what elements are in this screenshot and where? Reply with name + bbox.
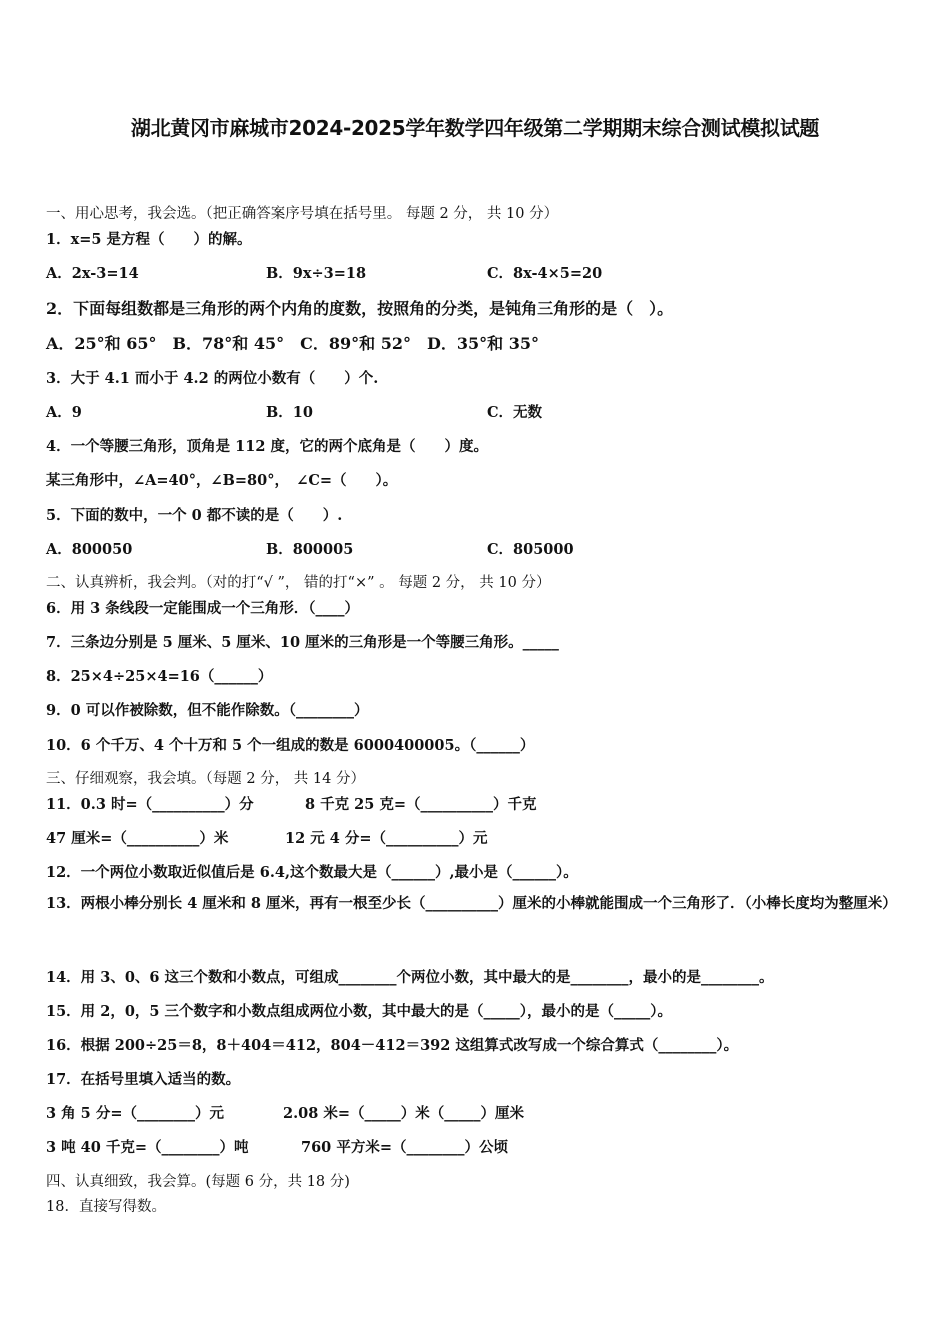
question-18: 18．直接写得数。 [46,1199,166,1215]
question-3: 3．大于 4.1 而小于 4.2 的两位小数有（ ）个. [46,370,379,387]
question-17-a: 3 角 5 分=（________）元 [46,1105,224,1122]
question-5-option-b: B．800005 [266,541,354,558]
section-4-heading: 四、认真细致，我会算。(每题 6 分，共 18 分) [46,1174,350,1190]
question-5-option-a: A．800050 [46,541,133,558]
question-15: 15．用 2，0，5 三个数字和小数点组成两位小数，其中最大的是（_____），最小的是（_____）。 [46,1003,673,1020]
question-7: 7．三条边分别是 5 厘米、5 厘米、10 厘米的三角形是一个等腰三角形。_____ [46,634,559,651]
question-4-sub: 某三角形中，∠A=40°，∠B=80°， ∠C=（ ）。 [46,472,398,489]
question-13: 13．两根小棒分别长 4 厘米和 8 厘米，再有一根至少长（__________）厘米的小棒就能围成一个三角形了．（小棒长度均为整厘米） [46,895,897,912]
question-11-d: 12 元 4 分=（__________）元 [285,830,488,847]
question-12: 12．一个两位小数取近似值后是 6.4,这个数最大是（______）,最小是（______）。 [46,864,578,881]
question-11-b: 8 千克 25 克=（__________）千克 [305,796,537,813]
question-17-c: 3 吨 40 千克=（________）吨 [46,1139,249,1156]
question-14: 14．用 3、0、6 这三个数和小数点，可组成________个两位小数，其中最大的是________，最小的是________。 [46,969,774,986]
question-1-option-a: A．2x-3=14 [46,265,139,282]
question-3-option-c: C．无数 [487,404,543,421]
section-1-heading: 一、用心思考，我会选。（把正确答案序号填在括号里。 每题 2 分， 共 10 分） [46,206,559,222]
section-2-heading: 二、认真辨析，我会判。（对的打“√ ”， 错的打“×” 。 每题 2 分， 共 10 分） [46,575,551,591]
question-2: 2．下面每组数都是三角形的两个内角的度数，按照角的分类，是钝角三角形的是（ ）。 [46,299,674,318]
question-9: 9．0 可以作被除数，但不能作除数。（________） [46,702,369,719]
question-3-option-a: A．9 [46,404,82,421]
question-2-options: A．25°和 65° B．78°和 45° C．89°和 52° D．35°和 35° [46,334,539,353]
page-title: 湖北黄冈市麻城市2024-2025学年数学四年级第二学期期末综合测试模拟试题 [130,116,820,140]
question-1-option-c: C．8x-4×5=20 [487,265,603,282]
question-10: 10．6 个千万、4 个十万和 5 个一组成的数是 6000400005。（______） [46,737,535,754]
question-16: 16．根据 200÷25＝8，8＋404＝412，804－412＝392 这组算式改写成一个综合算式（________）。 [46,1037,739,1054]
question-11-c: 47 厘米=（__________）米 [46,830,229,847]
question-1: 1．x=5 是方程（ ）的解。 [46,231,252,248]
question-5-option-c: C．805000 [487,541,574,558]
question-1-option-b: B．9x÷3=18 [266,265,367,282]
question-3-option-b: B．10 [266,404,313,421]
question-6: 6．用 3 条线段一定能围成一个三角形．（____） [46,600,360,617]
question-17: 17．在括号里填入适当的数。 [46,1071,241,1088]
question-11-a: 11．0.3 时=（__________）分 [46,796,254,813]
section-3-heading: 三、仔细观察，我会填。（每题 2 分， 共 14 分） [46,771,365,787]
question-4: 4．一个等腰三角形，顶角是 112 度，它的两个底角是（ ）度。 [46,438,488,455]
question-17-b: 2.08 米=（_____）米（_____）厘米 [283,1105,525,1122]
question-8: 8．25×4÷25×4=16（______） [46,668,273,685]
question-5: 5．下面的数中，一个 0 都不读的是（ ）. [46,507,343,524]
question-17-d: 760 平方米=（________）公顷 [301,1139,508,1156]
